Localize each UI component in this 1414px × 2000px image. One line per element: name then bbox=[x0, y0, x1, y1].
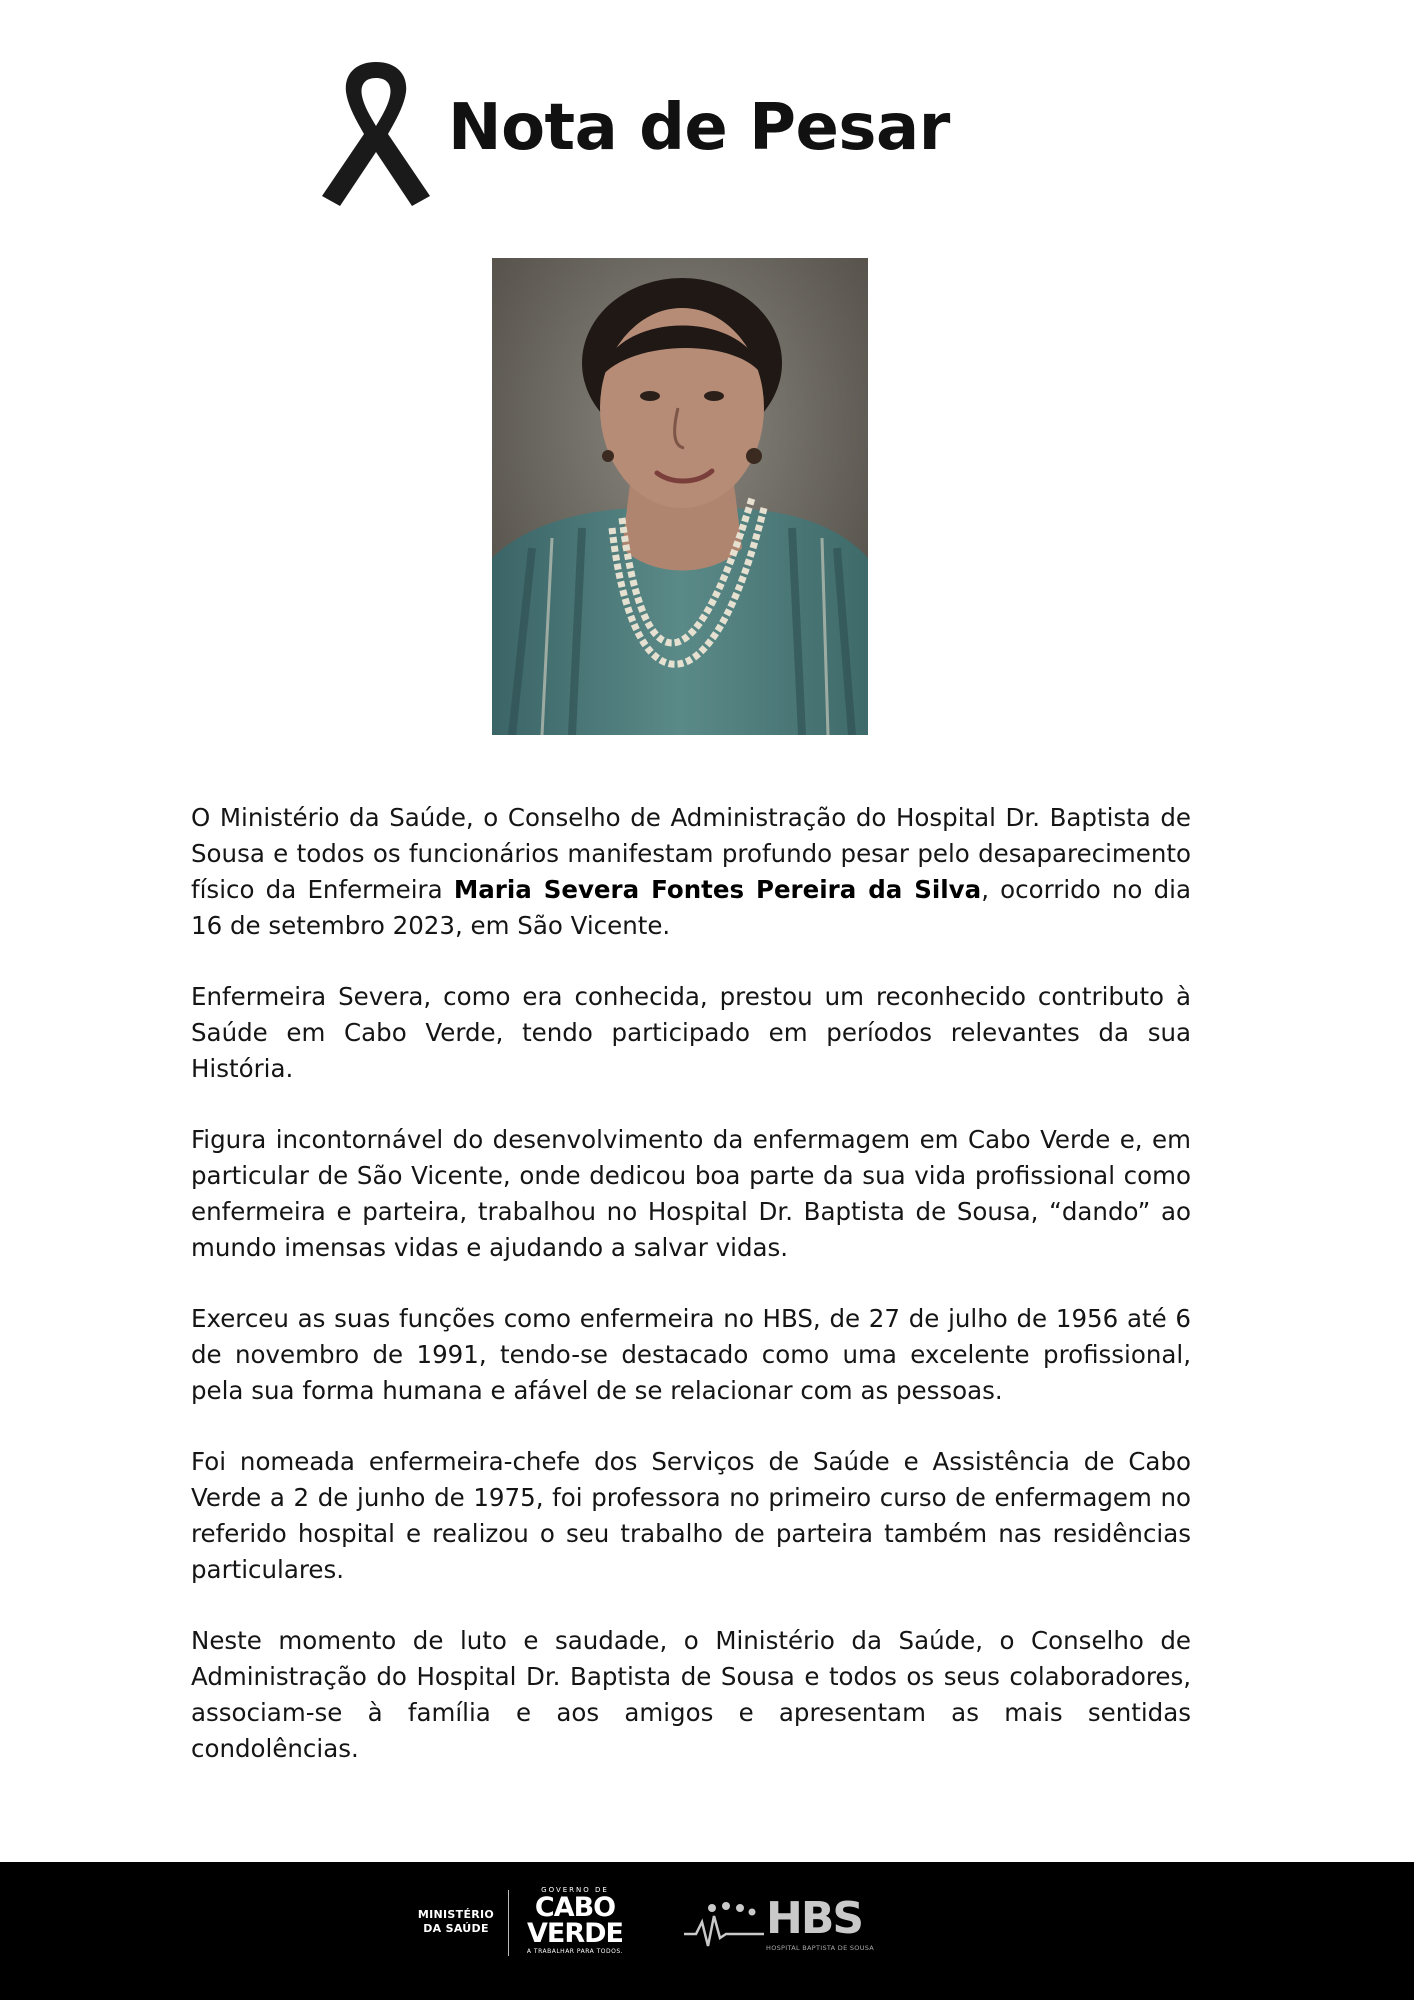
paragraph-condolences: Neste momento de luto e saudade, o Ministério da Saúde, o Conselho de Administração do Hospital Dr. Baptista de Sousa e todos os seus colaboradores, associam-se à família e aos amigos e apresentam as mais sentidas condolências. bbox=[191, 1626, 1191, 1763]
portrait-photo bbox=[492, 258, 868, 735]
footer-divider bbox=[508, 1890, 509, 1956]
page-title: Nota de Pesar bbox=[448, 91, 950, 165]
paragraph-announcement bbox=[191, 800, 1191, 944]
governo-label: GOVERNO DE bbox=[541, 1886, 609, 1894]
deceased-name: Maria Severa Fontes Pereira da Silva bbox=[453, 875, 982, 904]
condolence-text bbox=[191, 800, 1191, 1802]
header bbox=[0, 0, 1414, 230]
governo-tagline: A TRABALHAR PARA TODOS. bbox=[526, 1948, 624, 1955]
mourning-ribbon-icon bbox=[316, 56, 436, 212]
hbs-logo bbox=[682, 1893, 875, 1964]
hbs-wordmark: HBS bbox=[766, 1893, 863, 1944]
ministerio-line2: DA SAÚDE bbox=[423, 1922, 489, 1935]
cabo-verde-logo bbox=[520, 1886, 630, 1966]
verde-label: VERDE bbox=[527, 1918, 623, 1949]
paragraph-appointment: Foi nomeada enfermeira-chefe dos Serviços de Saúde e Assistência de Cabo Verde a 2 de junho de 1975, foi professora no primeiro curso de enfermagem no referido hospital e realizou o seu trabalho de parteira também nas residências particulares. bbox=[191, 1447, 1191, 1584]
ministerio-line1: MINISTÉRIO bbox=[417, 1908, 495, 1921]
paragraph-service-dates: Exerceu as suas funções como enfermeira no HBS, de 27 de julho de 1956 até 6 de novembro de 1991, tendo-se destacado como uma excelente profissional, pela sua forma humana e afável de se relacionar com as pessoas. bbox=[191, 1304, 1191, 1405]
paragraph-contribution: Enfermeira Severa, como era conhecida, prestou um reconhecido contributo à Saúde em Cabo Verde, tendo participado em períodos relevantes da sua História. bbox=[191, 982, 1191, 1083]
ministerio-logo bbox=[412, 1908, 500, 1936]
footer bbox=[0, 1862, 1414, 2000]
paragraph-career: Figura incontornável do desenvolvimento da enfermagem em Cabo Verde e, em particular de São Vicente, onde dedicou boa parte da sua vida profissional como enfermeira e parteira, trabalhou no Hospital Dr. Baptista de Sousa, “dando” ao mundo imensas vidas e ajudando a salvar vidas. bbox=[191, 1125, 1191, 1262]
heartbeat-figures-icon bbox=[682, 1898, 766, 1958]
paragraph-announcement-end: , ocorrido no dia 16 de setembro 2023, em São Vicente. bbox=[191, 875, 1191, 940]
hbs-subtitle: HOSPITAL BAPTISTA DE SOUSA bbox=[766, 1944, 875, 1952]
paragraph-announcement-start: O Ministério da Saúde, o Conselho de Administração do Hospital Dr. Baptista de Sousa e todos os funcionários manifestam profundo pesar pelo desaparecimento físico da Enfermeira bbox=[191, 803, 1191, 904]
cabo-label: CABO bbox=[534, 1892, 616, 1923]
